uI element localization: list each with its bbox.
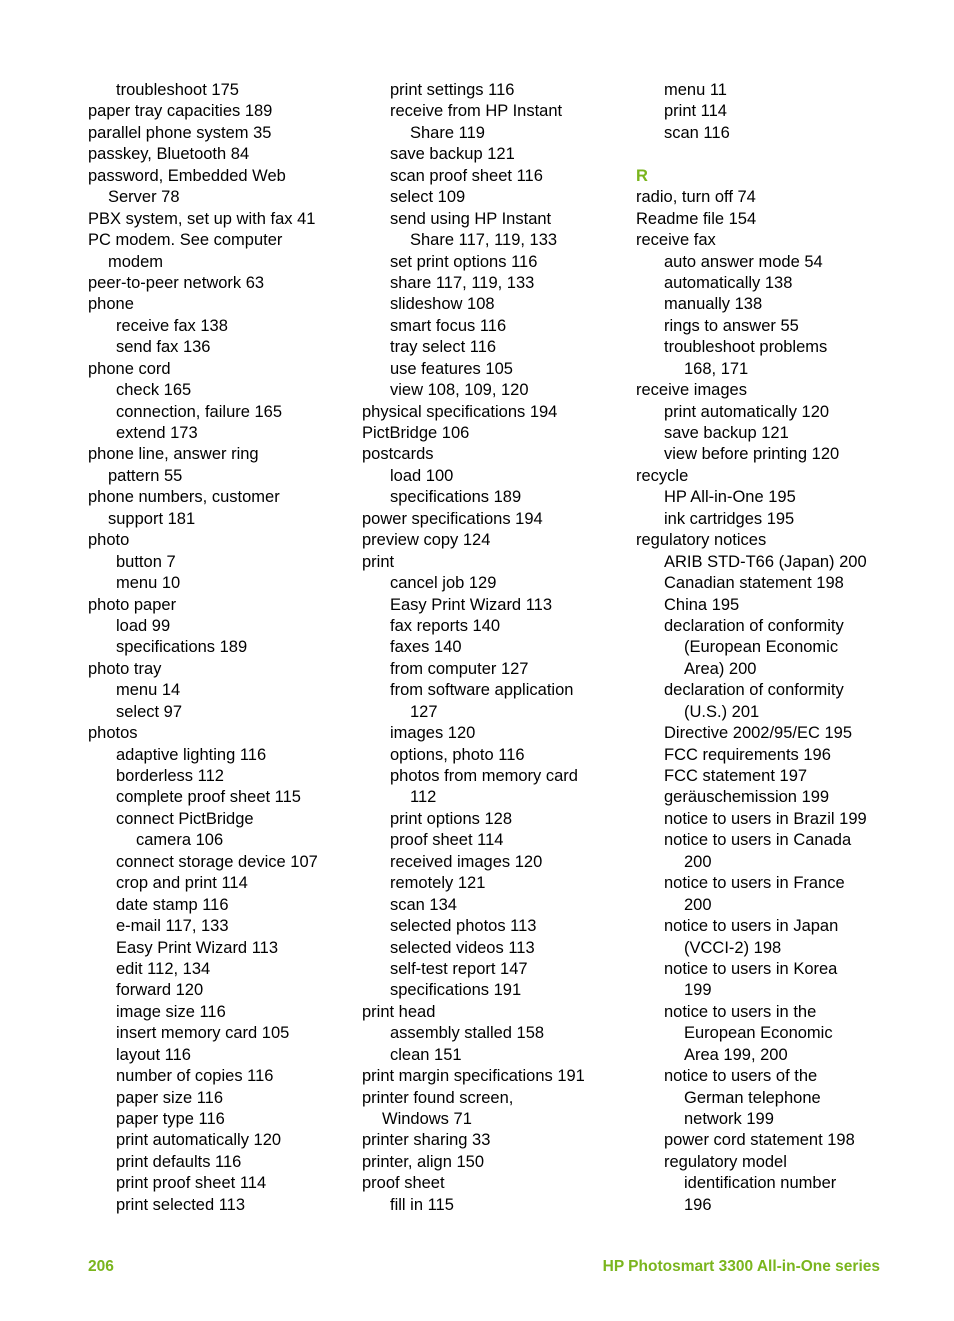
index-entry-sub: smart focus 116 (390, 316, 507, 335)
index-entry-sub: troubleshoot 175 (116, 81, 239, 99)
index-entry-main: Readme file 154 (636, 209, 757, 228)
index-entry-sub: menu 11 (664, 81, 727, 99)
index-entry-sub: auto answer mode 54 (664, 252, 823, 271)
index-entry-sub: proof sheet 114 (390, 831, 504, 850)
index-entry-main: regulatory notices (636, 531, 767, 550)
index-entry-main: photo tray (88, 659, 162, 678)
footer-title: HP Photosmart 3300 All-in-One series (602, 1258, 880, 1275)
index-entry-sub: options, photo 116 (390, 745, 525, 764)
index-entry-sub: select 97 (116, 702, 183, 721)
index-entry-sub: e-mail 117, 133 (116, 917, 229, 936)
index-entry-continuation: 196 (684, 1195, 712, 1214)
index-entry-sub: selected videos 113 (390, 938, 535, 957)
index-entry-sub: connect storage device 107 (116, 852, 318, 871)
index-entry-sub: notice to users in the (664, 1002, 817, 1021)
index-entry-sub: fax reports 140 (390, 616, 501, 635)
index-entry-main: PC modem. See computer (88, 231, 283, 250)
index-entry-sub: date stamp 116 (116, 895, 229, 914)
index-entry-sub: notice to users in Korea (664, 959, 838, 978)
index-entry-continuation: Windows 71 (382, 1110, 472, 1128)
index-entry-main: radio, turn off 74 (636, 188, 756, 207)
index-entry-sub: images 120 (390, 724, 476, 743)
index-entry-sub: insert memory card 105 (116, 1024, 290, 1043)
index-entry-main: phone line, answer ring (88, 445, 259, 464)
index-entry-sub: notice to users in Brazil 199 (664, 809, 867, 828)
index-entry-sub: edit 112, 134 (116, 959, 211, 978)
index-entry-sub: menu 10 (116, 574, 181, 593)
index-entry-main: passkey, Bluetooth 84 (88, 145, 250, 164)
index-entry-main: proof sheet (362, 1174, 445, 1193)
index-entry-sub: faxes 140 (390, 638, 462, 657)
index-entry-sub: use features 105 (390, 359, 513, 378)
index-entry-sub: share 117, 119, 133 (390, 273, 535, 292)
index-entry-sub: save backup 121 (390, 145, 515, 164)
index-entry-main: PictBridge 106 (362, 424, 470, 442)
index-entry-sub: received images 120 (390, 852, 543, 871)
index-entry-sub: complete proof sheet 115 (116, 788, 301, 807)
index-entry-sub: specifications 191 (390, 981, 522, 1000)
index-entry-main: postcards (362, 445, 434, 464)
index-entry-main: password, Embedded Web (88, 166, 286, 185)
index-entry-sub: connection, failure 165 (116, 402, 283, 421)
index-entry-sub: view before printing 120 (664, 445, 840, 464)
index-entry-sub: slideshow 108 (390, 295, 495, 314)
index-entry-sub: scan 116 (664, 123, 730, 142)
index-entry-sub: declaration of conformity (664, 616, 844, 635)
index-entry-sub: power cord statement 198 (664, 1131, 855, 1150)
index-entry-sub: view 108, 109, 120 (390, 381, 529, 400)
index-entry-sub: notice to users in Japan (664, 917, 839, 936)
index-entry-sub: paper size 116 (116, 1088, 224, 1107)
index-column-3 (636, 80, 902, 1216)
index-entry-main: parallel phone system 35 (88, 123, 272, 142)
section-letter: R (636, 166, 648, 185)
index-entry-main: recycle (636, 466, 689, 485)
index-entry-sub: manually 138 (664, 295, 763, 314)
index-entry-sub: menu 14 (116, 681, 181, 700)
index-entry-sub: print defaults 116 (116, 1152, 242, 1171)
index-entry-main: print (362, 552, 395, 571)
index-entry-sub: from computer 127 (390, 659, 529, 678)
index-entry-sub: print options 128 (390, 809, 513, 828)
index-entry-sub: notice to users in France (664, 874, 845, 893)
index-entry-main: phone (88, 295, 134, 314)
index-entry-sub: troubleshoot problems (664, 338, 828, 357)
index-entry-sub: print proof sheet 114 (116, 1174, 267, 1193)
index-entry-main: receive images (636, 381, 747, 400)
index-entry-sub: regulatory model (664, 1152, 787, 1171)
index-entry-sub: forward 120 (116, 981, 204, 1000)
index-entry-main: phone cord (88, 359, 171, 378)
index-entry-main: preview copy 124 (362, 531, 491, 550)
index-entry-sub: fill in 115 (390, 1195, 454, 1214)
index-entry-main: printer sharing 33 (362, 1131, 491, 1150)
index-entry-sub: tray select 116 (390, 338, 497, 357)
index-column-1 (88, 80, 354, 1216)
index-entry-sub: save backup 121 (664, 424, 789, 442)
index-entry-main: photo (88, 531, 130, 550)
index-entry-main: PBX system, set up with fax 41 (88, 209, 316, 228)
index-entry-sub: borderless 112 (116, 767, 224, 785)
index-entry-sub: scan 134 (390, 895, 457, 914)
index-entry-sub: geräuschemission 199 (664, 788, 830, 807)
index-entry-continuation: 200 (684, 852, 712, 871)
index-entry-continuation: identification number (684, 1174, 837, 1193)
index-entry-continuation: camera 106 (136, 831, 224, 850)
index-entry-sub: receive from HP Instant (390, 102, 563, 121)
index-entry-continuation: European Economic (684, 1024, 833, 1043)
index-entry-sub: FCC statement 197 (664, 767, 808, 785)
index-entry-continuation: German telephone (684, 1088, 821, 1107)
section-gap (636, 144, 902, 165)
index-entry-continuation: Server 78 (108, 188, 180, 207)
index-entry-sub: cancel job 129 (390, 574, 497, 593)
index-entry-sub: print automatically 120 (664, 402, 830, 421)
index-entry-main: print margin specifications 191 (362, 1067, 585, 1086)
index-entry-sub: scan proof sheet 116 (390, 166, 543, 185)
index-entry-sub: automatically 138 (664, 273, 793, 292)
index-entry-sub: number of copies 116 (116, 1067, 274, 1086)
index-entry-continuation: 199 (684, 981, 712, 1000)
index-entry-sub: ink cartridges 195 (664, 509, 795, 528)
index-entry-sub: send fax 136 (116, 338, 211, 357)
index-entry-continuation: support 181 (108, 509, 196, 528)
index-entry-sub: specifications 189 (116, 638, 248, 657)
index-entry-sub: self-test report 147 (390, 959, 528, 978)
index-entry-continuation: Area 199, 200 (684, 1045, 788, 1064)
index-entry-sub: clean 151 (390, 1045, 462, 1064)
index-entry-sub: remotely 121 (390, 874, 486, 893)
index-entry-sub: select 109 (390, 188, 466, 207)
index-entry-main: printer, align 150 (362, 1152, 485, 1171)
index-entry-sub: from software application (390, 681, 574, 700)
index-entry-sub: HP All-in-One 195 (664, 488, 796, 507)
index-entry-main: peer-to-peer network 63 (88, 273, 265, 292)
index-entry-main: physical specifications 194 (362, 402, 558, 421)
index-entry-sub: load 100 (390, 466, 454, 485)
index-entry-continuation: 127 (410, 702, 438, 721)
index-entry-continuation: (U.S.) 201 (684, 702, 760, 721)
index-entry-sub: connect PictBridge (116, 809, 254, 828)
index-entry-sub: crop and print 114 (116, 874, 248, 893)
index-entry-sub: layout 116 (116, 1045, 191, 1064)
index-entry-sub: send using HP Instant (390, 209, 552, 228)
index-entry-sub: print automatically 120 (116, 1131, 282, 1150)
index-entry-sub: China 195 (664, 595, 740, 614)
index-entry-continuation: Area) 200 (684, 659, 757, 678)
index-entry-continuation: 112 (410, 788, 437, 807)
index-entry-sub: print settings 116 (390, 81, 515, 99)
index-entry-sub: Directive 2002/95/EC 195 (664, 724, 853, 743)
index-entry-sub: check 165 (116, 381, 192, 400)
index-entry-sub: selected photos 113 (390, 917, 537, 936)
index-entry-main: receive fax (636, 231, 716, 250)
index-entry-sub: assembly stalled 158 (390, 1024, 545, 1043)
index-entry-sub: notice to users of the (664, 1067, 818, 1086)
index-entry-sub: extend 173 (116, 424, 198, 442)
index-entry-sub: photos from memory card (390, 767, 578, 785)
index-entry-continuation: (VCCI-2) 198 (684, 938, 782, 957)
index-entry-main: paper tray capacities 189 (88, 102, 273, 121)
index-entry-continuation: pattern 55 (108, 466, 183, 485)
index-entry-sub: set print options 116 (390, 252, 538, 271)
index-entry-sub: notice to users in Canada (664, 831, 852, 850)
index-entry-continuation: network 199 (684, 1110, 774, 1128)
index-entry-sub: paper type 116 (116, 1110, 225, 1128)
index-entry-main: photo paper (88, 595, 177, 614)
index-entry-main: photos (88, 724, 138, 743)
index-entry-main: power specifications 194 (362, 509, 543, 528)
index-entry-main: print head (362, 1002, 436, 1021)
index-entry-main: printer found screen, (362, 1088, 514, 1107)
index-entry-continuation: Share 117, 119, 133 (410, 231, 558, 250)
index-entry-sub: image size 116 (116, 1002, 226, 1021)
index-entry-sub: print 114 (664, 102, 727, 121)
index-entry-continuation: 168, 171 (684, 359, 749, 378)
index-entry-continuation: 200 (684, 895, 712, 914)
index-entry-continuation: Share 119 (410, 123, 485, 142)
page-number: 206 (88, 1258, 114, 1275)
index-entry-sub: receive fax 138 (116, 316, 228, 335)
index-entry-sub: Easy Print Wizard 113 (390, 595, 553, 614)
index-entry-sub: button 7 (116, 552, 176, 571)
index-entry-sub: load 99 (116, 616, 171, 635)
index-entry-sub: declaration of conformity (664, 681, 844, 700)
index-entry-continuation: modem (108, 252, 164, 271)
index-entry-sub: adaptive lighting 116 (116, 745, 267, 764)
index-entry-sub: rings to answer 55 (664, 316, 799, 335)
index-entry-sub: FCC requirements 196 (664, 745, 831, 764)
index-column-2 (362, 80, 628, 1216)
index-entry-main: phone numbers, customer (88, 488, 280, 507)
index-entry-sub: Canadian statement 198 (664, 574, 844, 593)
index-entry-sub: ARIB STD-T66 (Japan) 200 (664, 552, 867, 571)
index-entry-continuation: (European Economic (684, 638, 839, 657)
index-entry-sub: Easy Print Wizard 113 (116, 938, 279, 957)
index-entry-sub: specifications 189 (390, 488, 522, 507)
index-entry-sub: print selected 113 (116, 1195, 246, 1214)
